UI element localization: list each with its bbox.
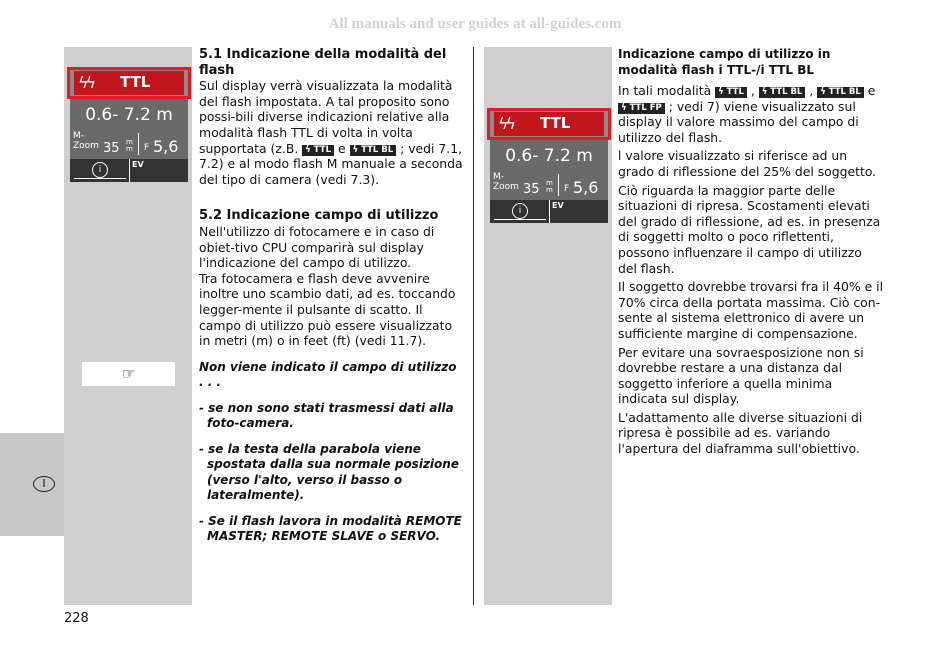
lcd-zoom-unit: m m [126, 138, 133, 153]
paragraph: Tra fotocamera e flash deve avvenire inoltre uno scambio dati, ad es. toccando legger-mente il pulsante di scatto. Il campo di utilizzo può essere visualizzato in metri (m) o in feet (ft) (vedi 11.7). [199, 270, 456, 349]
section-heading-5-1: 5.1 Indicazione della modalità del flash [199, 47, 447, 78]
lcd-zoom-unit: m m [546, 179, 553, 194]
right-text-column [618, 47, 884, 457]
paragraph: Sul display verrà visualizzata la modalità del flash impostata. A tal proposito sono possi-bili diverse indicazioni relative alla modalità flash TTL di volta in volta supportata (z.B. ϟ TTL e ϟ TTL BL ; vedi 7.1, 7.2) e al modo flash M manuale a seconda del tipo di camera (vedi 7.3). [199, 78, 463, 187]
lcd-ev: EV [552, 201, 564, 210]
lcd-zoom-value: 35 [103, 141, 120, 156]
ttl-mode-chip: ϟ TTL [715, 87, 747, 98]
language-tab-label: I [33, 476, 55, 492]
ttl-bl-mode-chip: ϟ TTL BL [350, 145, 397, 156]
left-text-column [199, 47, 465, 545]
pointing-hand-icon: ☞ [82, 362, 175, 386]
lcd-f-label: F [144, 143, 150, 153]
paragraph: Per evitare una sovraesposizione non si dovrebbe restare a una distanza dal soggetto inferiore a quella minima indicata sul display. [618, 344, 864, 407]
ttl-bl-p-mode-chip: ϟ TTL BL [817, 87, 864, 98]
lcd-zoom-label: M- Zoom [73, 131, 99, 151]
paragraph: L'adattamento alle diverse situazioni di ripresa è possibile ad es. variando l'apertura del diaframma sull'obiettivo. [618, 409, 863, 457]
paragraph: l valore visualizzato si riferisce ad un grado di riflessione del 25% del soggetto. [618, 148, 877, 179]
bullet-item: - Se il flash lavora in modalità REMOTE MASTER; REMOTE SLAVE o SERVO. [199, 513, 462, 544]
lcd-distance: 0.6- 7.2 m [85, 105, 173, 125]
lcd-zoom-value: 35 [523, 182, 540, 197]
paragraph: Il soggetto dovrebbe trovarsi fra il 40% e il 70% circa della portata massima. Ciò con-sente al sistema elettronico di avere un sufficiente margine di compensazione. [618, 279, 884, 341]
section-heading-5-2: 5.2 Indicazione campo di utilizzo [199, 208, 439, 224]
ttl-bl-mode-chip: ϟ TTL BL [759, 87, 806, 98]
flash-bolt-icon: ϟϟ [498, 114, 514, 133]
ttl-fp-mode-chip: ϟ TTL FP [618, 103, 665, 114]
info-icon: i [512, 203, 528, 219]
lcd-distance: 0.6- 7.2 m [505, 146, 593, 166]
lcd-ev: EV [132, 160, 144, 169]
ttl-mode-chip: ϟ TTL [302, 145, 334, 156]
lcd-f-value: 5,6 [573, 178, 599, 197]
watermark: All manuals and user guides at all-guides.com [328, 16, 622, 32]
flash-bolt-icon: ϟϟ [78, 73, 94, 92]
info-icon: i [92, 162, 108, 178]
lcd-f-label: F [564, 184, 570, 194]
paragraph: Ciò riguarda la maggior parte delle situazioni di ripresa. Scostamenti elevati del grado di riflessione, ad es. in presenza di soggetti molto o poco riflettenti, possono influenzare il campo di utilizzo del flash. [618, 182, 881, 276]
paragraph: Nell'utilizzo di fotocamere e in caso di obiet-tivo CPU comparirà sul display l'indicazione del campo di utilizzo. [199, 223, 435, 271]
page-number: 228 [64, 611, 89, 626]
paragraph: In tali modalità ϟ TTL , ϟ TTL BL , ϟ TTL BL e ϟ TTL FP ; vedi 7) viene visualizzato sul display il valore massimo del campo di utilizzo del flash. [618, 83, 876, 145]
lcd-f-value: 5,6 [153, 137, 179, 156]
column-divider [473, 47, 474, 605]
lcd-mode: TTL [120, 73, 151, 91]
section-heading-right: Indicazione campo di utilizzo in modalità flash i TTL-/i TTL BL [618, 47, 831, 77]
bullet-item: - se non sono stati trasmessi dati alla foto-camera. [199, 400, 454, 431]
flash-lcd-display-right [490, 108, 608, 223]
lcd-zoom-label: M- Zoom [493, 172, 519, 192]
lcd-mode: TTL [540, 114, 571, 132]
bullet-item: - se la testa della parabola viene spostata dalla sua normale posizione (verso l'alto, verso il basso o lateralmente). [199, 441, 459, 503]
flash-lcd-display-left [70, 67, 188, 182]
note-heading: Non viene indicato il campo di utilizzo . . . [199, 359, 457, 390]
